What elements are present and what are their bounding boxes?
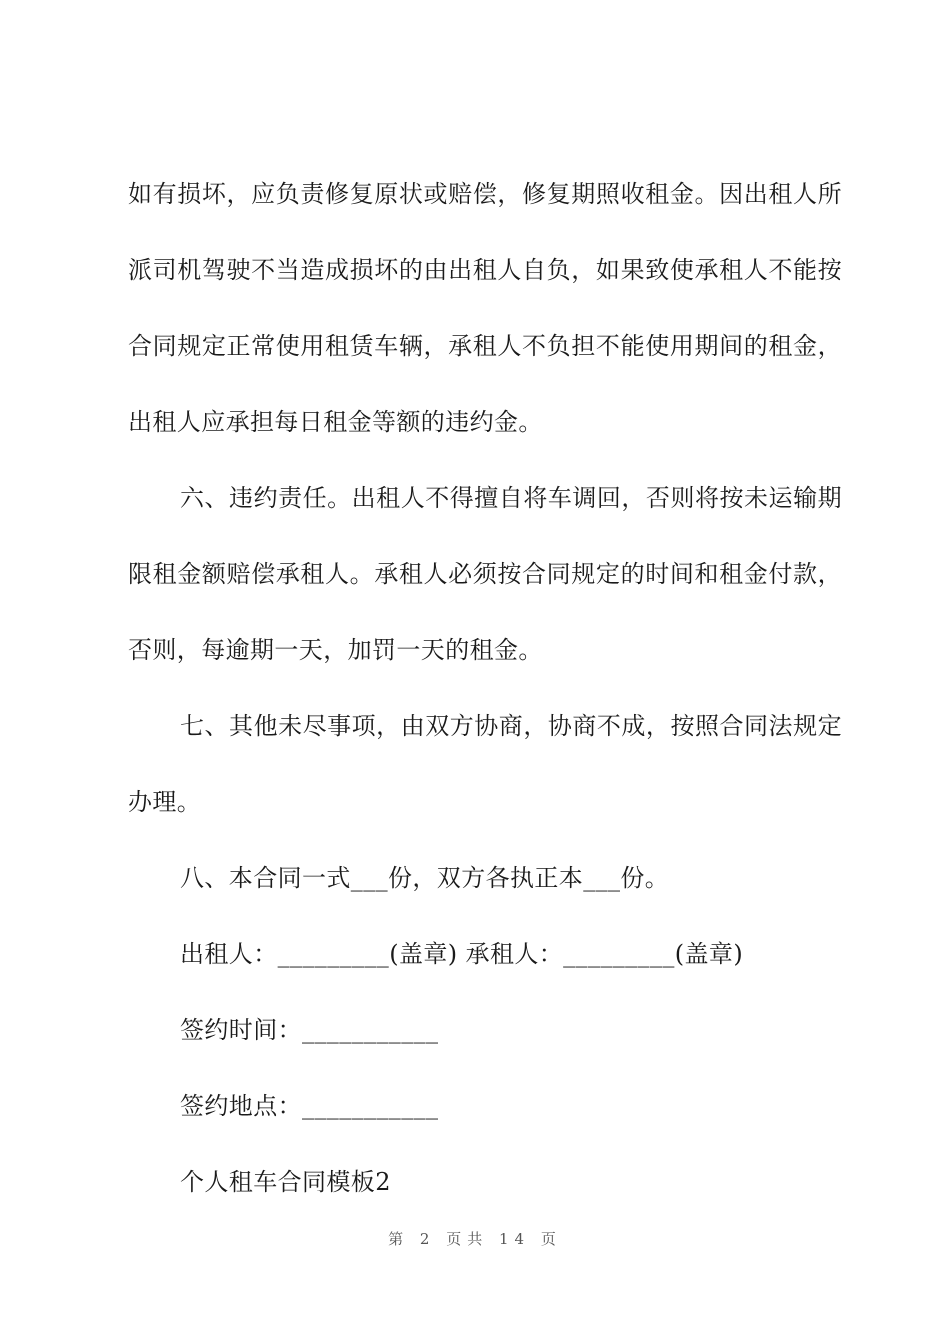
page-number-footer: 第 2 页共 14 页 (388, 1230, 562, 1248)
paragraph-other-matters: 七、其他未尽事项，由双方协商，协商不成，按照合同法规定办理。 (128, 712, 842, 816)
document-body (128, 156, 842, 1220)
paragraph-damage-liability: 如有损坏，应负责修复原状或赔偿，修复期照收租金。因出租人所派司机驾驶不当造成损坏的由出租人自负，如果致使承租人不能按合同规定正常使用租赁车辆，承租人不负担不能使用期间的租金，出租人应承担每日租金等额的违约金。 (128, 180, 842, 436)
signature-parties-line: 出租人：_________(盖章) 承租人：_________(盖章) (180, 940, 744, 968)
signing-place-line: 签约地点：___________ (180, 1092, 439, 1120)
paragraph-breach-liability: 六、违约责任。出租人不得擅自将车调回，否则将按未运输期限租金额赔偿承租人。承租人必须按合同规定的时间和租金付款，否则，每逾期一天，加罚一天的租金。 (128, 484, 842, 664)
paragraph-copies: 八、本合同一式___份，双方各执正本___份。 (180, 864, 670, 892)
signing-time-line: 签约时间：___________ (180, 1016, 439, 1044)
next-template-heading: 个人租车合同模板2 (180, 1168, 391, 1196)
